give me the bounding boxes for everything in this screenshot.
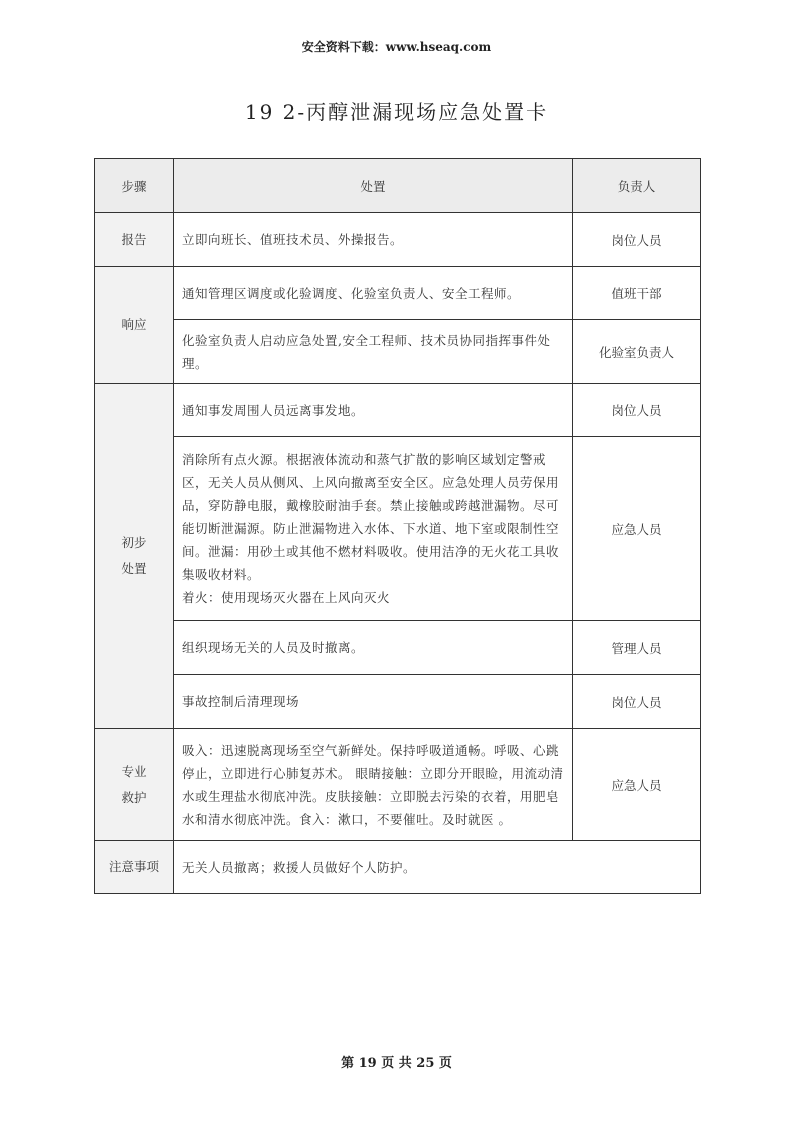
action-initial-3: 组织现场无关的人员及时撤离。	[174, 621, 573, 675]
owner-response-1: 值班干部	[573, 267, 701, 320]
page-header: 安全资料下载：www.hseaq.com	[301, 40, 492, 54]
footer-prefix: 第	[341, 1056, 355, 1071]
step-initial-line1: 初步	[121, 535, 147, 550]
step-rescue	[95, 729, 174, 841]
owner-response-2: 化验室负责人	[573, 320, 701, 384]
action-initial-2-text: 消除所有点火源。根据液体流动和蒸气扩散的影响区域划定警戒区，无关人员从侧风、上风向撤离至安全区。应急处理人员劳保用品，穿防静电服，戴橡胶耐油手套。禁止接触或跨越泄漏物。尽可能切断泄漏源。防止泄漏物进入水体、下水道、地下室或限制性空间。泄漏：用砂土或其他不燃材料吸收。使用洁净的无火花工具收集吸收材料。	[182, 452, 560, 582]
step-rescue-line1: 专业	[121, 763, 147, 779]
table-row	[95, 437, 701, 621]
step-response: 响应	[95, 267, 174, 384]
owner-initial-2: 应急人员	[573, 437, 701, 621]
table-row	[95, 213, 701, 267]
footer-total-pages: 25	[416, 1056, 435, 1071]
table-row	[95, 675, 701, 729]
owner-initial-1: 岗位人员	[573, 384, 701, 437]
table-row	[95, 621, 701, 675]
table-row	[95, 267, 701, 320]
footer-mid: 页 共	[381, 1056, 412, 1071]
header-owner: 负责人	[573, 159, 701, 213]
page-footer	[0, 1052, 793, 1071]
action-rescue: 吸入：迅速脱离现场至空气新鲜处。保持呼吸道通畅。呼吸、心跳停止，立即进行心肺复苏术。 眼睛接触：立即分开眼睑，用流动清水或生理盐水彻底冲洗。皮肤接触：立即脱去污染的衣着，用肥皂水和清水彻底冲洗。食入：漱口，不要催吐。及时就医 。	[174, 729, 573, 841]
table-row	[95, 729, 701, 841]
page-title: 19 2-丙醇泄漏现场应急处置卡	[244, 100, 549, 124]
action-initial-2-fire: 着火：使用现场灭火器在上风向灭火	[182, 590, 391, 605]
action-notes: 无关人员撤离；救援人员做好个人防护。	[174, 841, 701, 894]
footer-page-number: 19	[358, 1056, 377, 1071]
header-action: 处置	[174, 159, 573, 213]
step-report: 报告	[95, 213, 174, 267]
owner-rescue: 应急人员	[573, 729, 701, 841]
header-step: 步骤	[95, 159, 174, 213]
action-report: 立即向班长、值班技术员、外操报告。	[174, 213, 573, 267]
owner-initial-4: 岗位人员	[573, 675, 701, 729]
action-initial-2	[174, 437, 573, 621]
step-notes: 注意事项	[95, 841, 174, 894]
step-initial-line2: 处置	[121, 561, 147, 576]
table-row	[95, 384, 701, 437]
action-response-1: 通知管理区调度或化验调度、化验室负责人、安全工程师。	[174, 267, 573, 320]
table-row	[95, 320, 701, 384]
owner-report: 岗位人员	[573, 213, 701, 267]
table-header-row	[95, 159, 701, 213]
step-initial	[95, 384, 174, 729]
action-initial-4: 事故控制后清理现场	[174, 675, 573, 729]
action-response-2: 化验室负责人启动应急处置,安全工程师、技术员协同指挥事件处理。	[174, 320, 573, 384]
footer-suffix: 页	[438, 1056, 452, 1071]
owner-initial-3: 管理人员	[573, 621, 701, 675]
step-rescue-line2: 救护	[121, 789, 147, 805]
emergency-card-table	[94, 158, 701, 894]
table-row	[95, 841, 701, 894]
action-initial-1: 通知事发周围人员远离事发地。	[174, 384, 573, 437]
